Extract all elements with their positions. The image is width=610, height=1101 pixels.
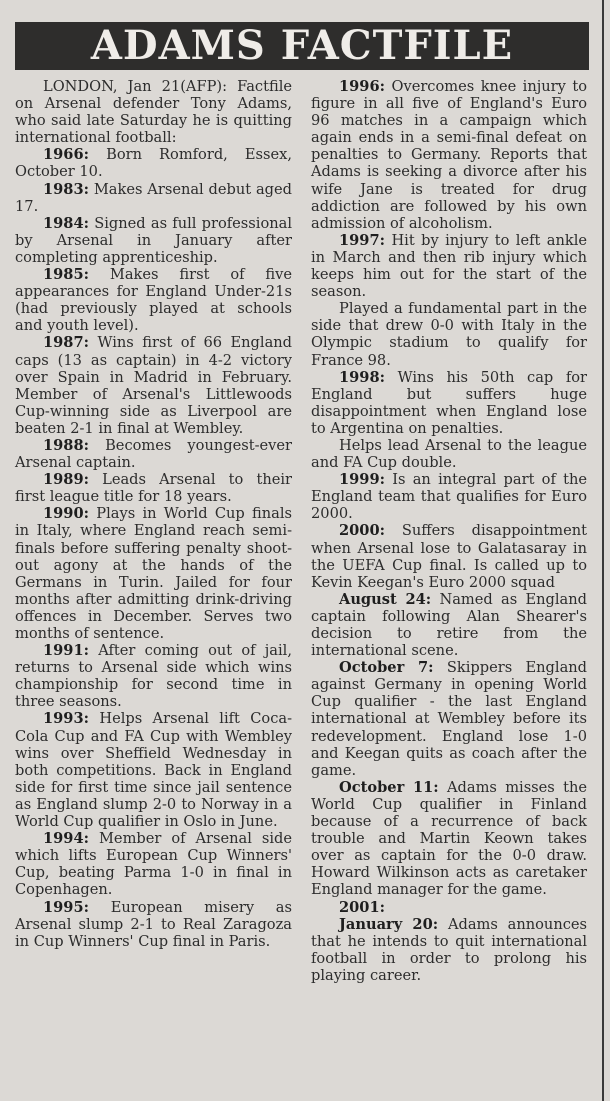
column-rule xyxy=(602,0,604,1101)
entry-text: LONDON, Jan 21(AFP): Factfile on Arsenal defender Tony Adams, who said late Saturday he is quitting international football: xyxy=(15,78,292,147)
headline-banner xyxy=(15,22,589,70)
entry xyxy=(311,232,587,300)
entry xyxy=(15,710,292,830)
entry xyxy=(15,505,292,642)
entry xyxy=(15,437,292,471)
entry-text: Skippers England against Germany in opening World Cup qualifier - the last England international at Wembley before its redevelopment. England lose 1-0 and Keegan quits as coach after the game. xyxy=(311,659,588,779)
entry xyxy=(15,181,292,215)
entry xyxy=(311,916,587,984)
entry xyxy=(15,334,292,437)
entry-text: Overcomes knee injury to figure in all five of England's Euro 96 matches in a campaign which again ends in a semi-final defeat on penalties to Germany. Reports that Adams is seeking a divorce after his wife Jane is treated for drug addiction are followed by his own admission of alcoholism. xyxy=(311,78,587,232)
entry-text: Hit by injury to left ankle in March and then rib injury which keeps him out for the start of the season. xyxy=(311,231,587,301)
entry-text: Makes first of five appearances for England Under-21s (had previously played at schools and youth level). xyxy=(15,266,292,335)
right-column xyxy=(311,78,587,984)
entry-text: Named as England captain following Alan Shearer's decision to retire from the international scene. xyxy=(311,590,588,660)
entry xyxy=(15,471,292,505)
entry-text: Played a fundamental part in the side that drew 0-0 with Italy in the Olympic stadium to qualify for France 98. xyxy=(311,300,587,369)
entry-text: Member of Arsenal side which lifts European Cup Winners' Cup, beating Parma 1-0 in final in Copenhagen. xyxy=(15,830,292,899)
entry-year: 1984: xyxy=(43,214,90,232)
entry-year: 1996: xyxy=(339,78,386,95)
entry-year: 1994: xyxy=(43,830,90,848)
entry-text: Adams announces that he intends to quit international football in order to prolong his playing career. xyxy=(311,915,588,984)
entry xyxy=(15,830,292,898)
entry xyxy=(15,146,292,180)
entry-text: Wins his 50th cap for England but suffers huge disappointment when England lose to Argentina on penalties. xyxy=(311,368,588,437)
entry-text: European misery as Arsenal slump 2-1 to Real Zaragoza in Cup Winners' Cup final in Paris. xyxy=(15,898,292,950)
entry-year: 2001: xyxy=(339,898,386,916)
entry-text: Suffers disappointment when Arsenal lose to Galatasaray in the UEFA Cup final. Is called up to Kevin Keegan's Euro 2000 squad xyxy=(311,522,587,591)
entry xyxy=(15,899,292,950)
entry-text: Wins first of 66 England caps (13 as captain) in 4-2 victory over Spain in Madrid in February. Member of Arsenal's Littlewoods Cup-winning side as Liverpool are beaten 2-1 in final at Wembley. xyxy=(15,334,293,437)
entry-text: Plays in World Cup finals in Italy, where England reach semi-finals before suffering penalty shoot-out agony at the hands of the Germans in Turin. Jailed for four months after admitting drink-driving offences in December. Serves two months of sentence. xyxy=(15,505,292,642)
entry-text: Adams misses the World Cup qualifier in Finland because of a recurrence of back trouble and Martin Keown takes over as captain for the 0-0 draw. Howard Wilkinson acts as caretaker England manager for the game. xyxy=(311,778,587,899)
entry-text: Born Romford, Essex, October 10. xyxy=(15,146,293,181)
entry-year: 1983: xyxy=(43,180,90,198)
entry-text: Helps lead Arsenal to the league and FA Cup double. xyxy=(311,436,587,472)
entry-year: 1987: xyxy=(43,334,90,352)
intro-paragraph xyxy=(15,78,292,146)
entry-year: 1997: xyxy=(339,231,386,249)
entry-text: After coming out of jail, returns to Arsenal side which wins championship for second time in three seasons. xyxy=(15,642,292,711)
headline: ADAMS FACTFILE xyxy=(90,22,514,69)
entry-year: 1990: xyxy=(43,505,90,523)
entry xyxy=(311,437,587,471)
entry xyxy=(15,642,292,710)
entry-text: Leads Arsenal to their first league title for 18 years. xyxy=(15,471,293,506)
entry xyxy=(15,266,292,334)
entry xyxy=(311,522,587,590)
entry-year: 2000: xyxy=(339,522,386,540)
entry xyxy=(311,300,587,368)
entry xyxy=(311,78,587,232)
entry xyxy=(15,215,292,266)
entry-year: 1989: xyxy=(43,471,90,489)
entry-year: October 7: xyxy=(339,659,434,677)
entry-year: 1966: xyxy=(43,146,90,164)
entry-year: 1998: xyxy=(339,368,386,386)
entry-year: 1995: xyxy=(43,898,90,916)
entry-year: 1988: xyxy=(43,436,90,454)
entry-text: Signed as full professional by Arsenal in January after completing apprenticeship. xyxy=(15,214,292,266)
entry-text: Helps Arsenal lift Coca-Cola Cup and FA Cup with Wembley wins over Sheffield Wednesday in both competitions. Back in England side for first time since jail sentence as England slump 2-0 to Norway in a World Cup qualifier in Oslo in June. xyxy=(15,710,293,831)
entry xyxy=(311,369,587,437)
entry-year: January 20: xyxy=(339,915,439,933)
entry-text: Becomes youngest-ever Arsenal captain. xyxy=(15,436,293,472)
entry-text: Makes Arsenal debut aged 17. xyxy=(15,180,292,215)
entry xyxy=(311,779,587,899)
entry xyxy=(311,591,587,659)
entry xyxy=(311,471,587,522)
entry-year: 1985: xyxy=(43,266,90,284)
entry-text: Is an integral part of the England team that qualifies for Euro 2000. xyxy=(311,471,587,523)
entry-year: 1999: xyxy=(339,471,386,489)
entry xyxy=(311,899,587,916)
entry-year: 1993: xyxy=(43,710,90,728)
entry-year: 1991: xyxy=(43,642,90,660)
entry xyxy=(311,659,587,779)
entry-year: October 11: xyxy=(339,778,439,796)
entry-year: August 24: xyxy=(339,590,432,608)
left-column xyxy=(15,78,292,950)
